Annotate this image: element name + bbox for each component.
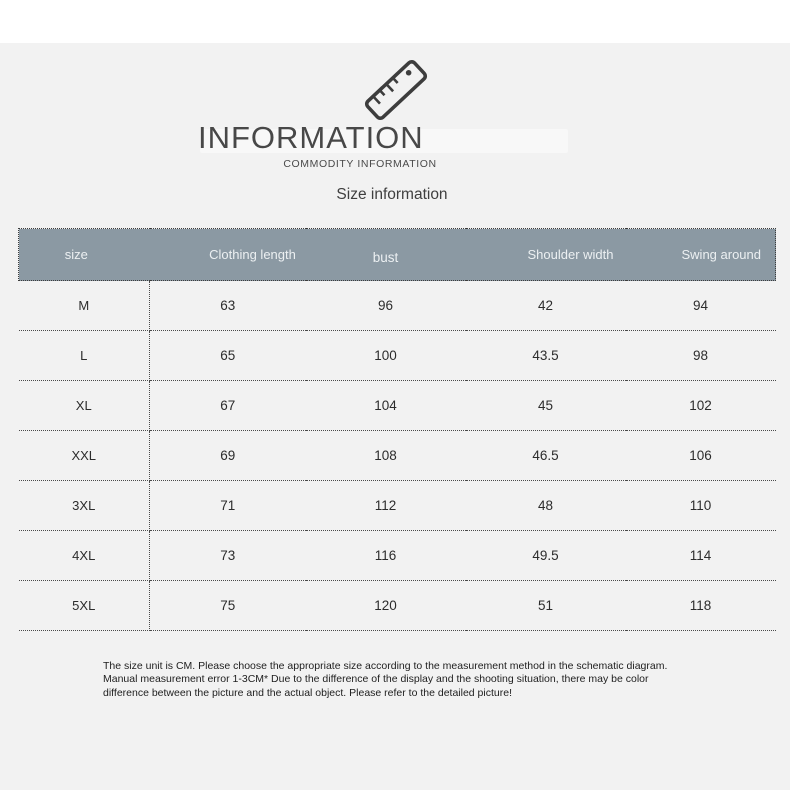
size-cell: 4XL: [19, 531, 150, 581]
size-cell: 3XL: [19, 481, 150, 531]
value-cell: 108: [306, 431, 466, 481]
value-cell: 104: [306, 381, 466, 431]
value-cell: 46.5: [466, 431, 626, 481]
value-cell: 75: [150, 581, 306, 631]
table-row: [19, 481, 776, 531]
column-header-swing-around: [626, 229, 776, 281]
ruler-icon: [362, 57, 429, 122]
page-title: INFORMATION: [198, 120, 424, 155]
page-subtitle: COMMODITY INFORMATION: [283, 158, 437, 170]
value-cell: 67: [150, 381, 306, 431]
value-cell: 48: [466, 481, 626, 531]
column-header-label: Swing around: [681, 247, 761, 262]
column-header-shoulder-width: [466, 229, 626, 281]
column-header-bust: [306, 229, 466, 281]
value-cell: 96: [306, 281, 466, 331]
value-cell: 106: [626, 431, 776, 481]
table-row: [19, 281, 776, 331]
column-header-label: Shoulder width: [527, 247, 614, 262]
size-cell: 5XL: [19, 581, 150, 631]
table-body: [19, 281, 776, 631]
top-white-band: [0, 0, 790, 43]
footnote: [103, 660, 667, 700]
size-cell: L: [19, 331, 150, 381]
value-cell: 98: [626, 331, 776, 381]
size-cell: M: [19, 281, 150, 331]
footnote-line: difference between the picture and the actual object. Please refer to the detailed picture!: [103, 686, 512, 699]
column-header-clothing-length: [150, 229, 306, 281]
value-cell: 71: [150, 481, 306, 531]
table-row: [19, 381, 776, 431]
value-cell: 116: [306, 531, 466, 581]
section-title: Size information: [336, 186, 448, 203]
footnote-line: Manual measurement error 1-3CM* Due to the difference of the display and the shooting situation, there may be color: [103, 673, 649, 686]
column-header-size: [19, 229, 150, 281]
value-cell: 43.5: [466, 331, 626, 381]
value-cell: 112: [306, 481, 466, 531]
value-cell: 114: [626, 531, 776, 581]
table-row: [19, 531, 776, 581]
table-header: [19, 229, 776, 281]
value-cell: 65: [150, 331, 306, 381]
value-cell: 100: [306, 331, 466, 381]
footnote-line: The size unit is CM. Please choose the appropriate size according to the measurement method in the schematic diagram.: [103, 660, 668, 672]
table-row: [19, 331, 776, 381]
value-cell: 120: [306, 581, 466, 631]
value-cell: 69: [150, 431, 306, 481]
value-cell: 73: [150, 531, 306, 581]
value-cell: 63: [150, 281, 306, 331]
value-cell: 94: [626, 281, 776, 331]
column-header-label: bust: [372, 250, 399, 265]
size-cell: XL: [19, 381, 150, 431]
size-cell: XXL: [19, 431, 150, 481]
table-row: [19, 431, 776, 481]
value-cell: 42: [466, 281, 626, 331]
table-row: [19, 581, 776, 631]
value-cell: 51: [466, 581, 626, 631]
column-header-label: size: [64, 247, 88, 262]
size-table: [18, 228, 776, 631]
value-cell: 110: [626, 481, 776, 531]
value-cell: 49.5: [466, 531, 626, 581]
value-cell: 102: [626, 381, 776, 431]
value-cell: 118: [626, 581, 776, 631]
value-cell: 45: [466, 381, 626, 431]
column-header-label: Clothing length: [209, 247, 296, 262]
